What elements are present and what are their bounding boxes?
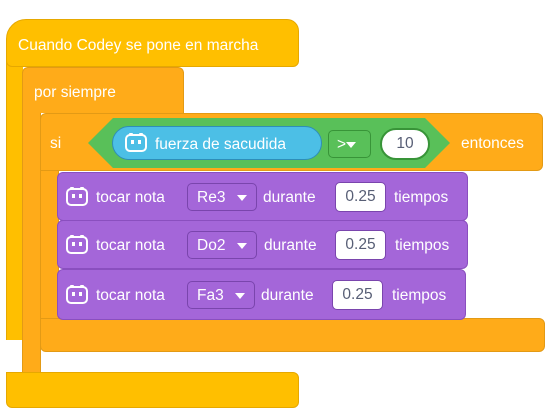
play-note-block[interactable] (57, 172, 468, 221)
forever-loop-bottom (6, 372, 299, 408)
note-value: Fa3 (197, 287, 224, 304)
event-hat-label: Cuando Codey se pone en marcha (18, 37, 259, 54)
shake-strength-sensor-block[interactable] (112, 126, 322, 160)
chevron-down-icon (235, 293, 245, 299)
sensor-label: fuerza de sacudida (155, 136, 286, 153)
play-note-label: tocar nota (96, 237, 165, 254)
if-si-label: si (50, 135, 62, 152)
threshold-input[interactable]: 10 (380, 128, 430, 160)
beats-label: tiempos (392, 287, 447, 304)
duration-input[interactable]: 0.25 (335, 230, 386, 260)
if-then-label: entonces (461, 135, 524, 152)
note-value: Do2 (197, 237, 226, 254)
operator-dropdown[interactable] (328, 130, 371, 158)
codey-robot-icon (125, 133, 147, 153)
play-note-block[interactable] (57, 269, 466, 320)
codey-robot-icon (66, 187, 88, 207)
chevron-down-icon (237, 195, 247, 201)
duration-input[interactable]: 0.25 (335, 182, 386, 212)
beats-label: tiempos (394, 189, 449, 206)
duration-input[interactable]: 0.25 (332, 280, 383, 310)
during-label: durante (263, 189, 316, 206)
codey-robot-icon (66, 285, 88, 305)
play-note-block[interactable] (57, 220, 468, 269)
play-note-label: tocar nota (96, 287, 165, 304)
event-stack-strip (6, 40, 23, 340)
during-label: durante (264, 237, 317, 254)
note-value: Re3 (197, 189, 226, 206)
event-hat-block[interactable] (6, 19, 299, 67)
chevron-down-icon (237, 243, 247, 249)
forever-loop-block[interactable] (22, 67, 184, 113)
chevron-down-icon (346, 142, 356, 148)
note-dropdown[interactable] (187, 231, 257, 259)
forever-loop-label: por siempre (34, 84, 116, 101)
during-label: durante (261, 287, 314, 304)
note-dropdown[interactable] (187, 281, 255, 309)
forever-loop-arm (22, 106, 41, 376)
beats-label: tiempos (395, 237, 450, 254)
codey-robot-icon (66, 235, 88, 255)
play-note-label: tocar nota (96, 189, 165, 206)
note-dropdown[interactable] (187, 183, 257, 211)
if-block-bottom (40, 318, 545, 352)
operator-value: > (337, 136, 347, 153)
